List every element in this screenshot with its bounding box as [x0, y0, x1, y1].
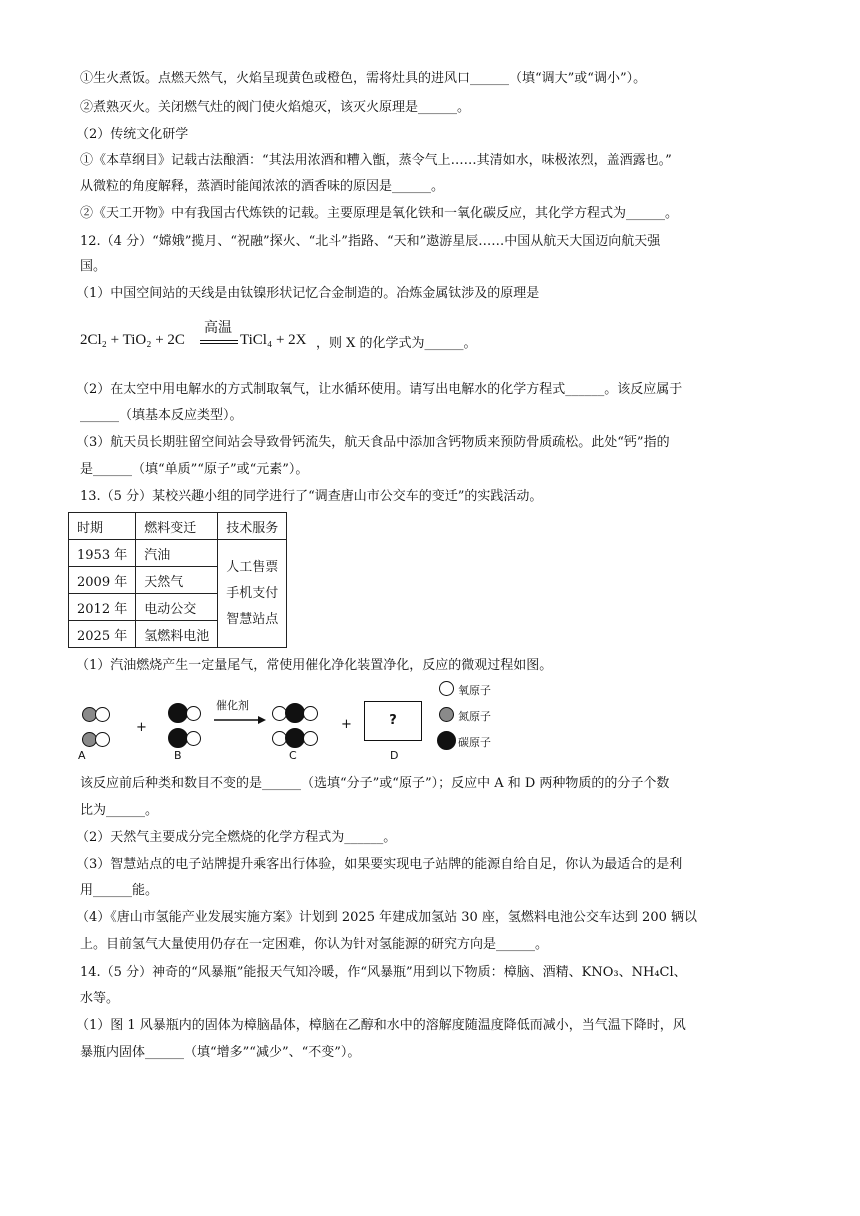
- table-cell-fuel: 汽油: [136, 540, 218, 567]
- question-14-stem: 水等。: [80, 991, 120, 1006]
- question-text: （3）智慧站点的电子站牌提升乘客出行体验，如果要实现电子站牌的能源自给自足，你认为最适合的是利: [76, 857, 683, 872]
- question-text: （2）在太空中用电解水的方式制取氧气，让水循环使用。请写出电解水的化学方程式______。该反应属于: [76, 382, 683, 397]
- question-11-1-text: ①生火煮饭。点燃天然气，火焰呈现黄色或橙色，需将灶具的进风口______（填“调大”或“调小”）。: [80, 71, 647, 86]
- bus-history-table: [68, 512, 287, 648]
- question-12-stem: 国。: [80, 259, 107, 274]
- question-12-stem: 12.（4 分）“嫦娥”揽月、“祝融”探火、“北斗”指路、“天和”遨游星辰……中国从航天大国迈向航天强: [80, 234, 661, 249]
- equation-rhs: TiCl₄ + 2X: [240, 332, 307, 348]
- question-text: 从微粒的角度解释，蒸酒时能闻浓浓的酒香味的原因是______。: [80, 179, 445, 194]
- table-header: 燃料变迁: [136, 513, 218, 540]
- label-d: D: [390, 749, 399, 762]
- equation-condition: 高温: [204, 321, 232, 336]
- oxygen-legend-icon: [439, 681, 454, 696]
- oxygen-atom: [95, 707, 110, 722]
- label-c: C: [289, 749, 297, 762]
- carbon-atom: [168, 728, 188, 748]
- legend-nitrogen: 氮原子: [458, 710, 491, 723]
- service-item: 手机支付: [226, 585, 279, 601]
- question-text: （4）《唐山市氢能产业发展实施方案》计划到 2025 年建成加氢站 30 座，氢燃料电池公交车达到 200 辆以: [76, 910, 698, 925]
- legend-carbon: 碳原子: [458, 736, 491, 749]
- question-text: （1）图 1 风暴瓶内的固体为樟脑晶体，樟脑在乙醇和水中的溶解度随温度降低而减小，当气温下降时，风: [76, 1018, 686, 1033]
- table-row: [69, 540, 287, 567]
- question-text: 该反应前后种类和数目不变的是______（选填“分子”或“原子”）；反应中 A 和 D 两种物质的的分子个数: [80, 776, 670, 791]
- unknown-product-box: ?: [364, 701, 422, 741]
- table-cell-period: 1953 年: [69, 540, 136, 567]
- question-text: ②《天工开物》中有我国古代炼铁的记载。主要原理是氧化铁和一氧化碳反应，其化学方程式为______。: [80, 206, 679, 221]
- table-header-row: [69, 513, 287, 540]
- equation-tail: ，则 X 的化学式为______。: [316, 336, 477, 351]
- table-header: 技术服务: [218, 513, 287, 540]
- equation-lhs: 2Cl₂ + TiO₂ + 2C: [80, 332, 185, 348]
- question-11-2-text: ②煮熟灭火。关闭燃气灶的阀门使火焰熄灭，该灭火原理是______。: [80, 100, 471, 115]
- service-item: 人工售票: [226, 559, 279, 575]
- table-cell-fuel: 电动公交: [136, 594, 218, 621]
- question-text: 上。目前氢气大量使用仍存在一定困难，你认为针对氢能源的研究方向是______。: [80, 937, 549, 952]
- carbon-legend-icon: [437, 731, 456, 750]
- reaction-arrow-icon: [214, 715, 266, 725]
- question-text: （1）汽油燃烧产生一定量尾气，常使用催化净化装置净化，反应的微观过程如图。: [76, 658, 553, 673]
- oxygen-atom: [186, 706, 201, 721]
- oxygen-atom: [95, 732, 110, 747]
- question-14-stem: 14.（5 分）神奇的“风暴瓶”能报天气知冷暖，作“风暴瓶”用到以下物质：樟脑、酒精、KNO₃、NH₄Cl、: [80, 965, 687, 980]
- service-item: 智慧站点: [226, 611, 279, 627]
- question-text: 是______（填“单质”“原子”或“元素”）。: [80, 462, 309, 477]
- oxygen-atom: [303, 706, 318, 721]
- question-text: （2）天然气主要成分完全燃烧的化学方程式为______。: [76, 830, 397, 845]
- carbon-atom: [168, 703, 188, 723]
- reaction-micro-diagram: [76, 681, 496, 765]
- carbon-atom: [285, 728, 305, 748]
- question-text: ①《本草纲目》记载古法酿酒：“其法用浓酒和糟入甑，蒸令气上……其清如水，味极浓烈，盖酒露也。”: [80, 153, 672, 168]
- question-text: （3）航天员长期驻留空间站会导致骨钙流失，航天食品中添加含钙物质来预防骨质疏松。此处“钙”指的: [76, 435, 670, 450]
- question-text: ______（填基本反应类型）。: [80, 408, 243, 423]
- table-cell-fuel: 天然气: [136, 567, 218, 594]
- table-cell-period: 2009 年: [69, 567, 136, 594]
- nitrogen-legend-icon: [439, 707, 454, 722]
- plus-sign: +: [136, 720, 147, 735]
- table-cell-period: 2012 年: [69, 594, 136, 621]
- table-header: 时期: [69, 513, 136, 540]
- label-a: A: [78, 749, 86, 762]
- catalyst-label: 催化剂: [216, 699, 249, 712]
- table-cell-services: [218, 540, 287, 648]
- question-text: 用______能。: [80, 883, 159, 898]
- oxygen-atom: [186, 731, 201, 746]
- carbon-atom: [285, 703, 305, 723]
- label-b: B: [174, 749, 182, 762]
- question-text: （1）中国空间站的天线是由钛镍形状记忆合金制造的。冶炼金属钛涉及的原理是: [76, 286, 540, 301]
- plus-sign: +: [341, 717, 352, 732]
- oxygen-atom: [303, 731, 318, 746]
- table-cell-period: 2025 年: [69, 621, 136, 648]
- question-13-stem: 13.（5 分）某校兴趣小组的同学进行了“调查唐山市公交车的变迁”的实践活动。: [80, 489, 543, 504]
- table-cell-fuel: 氢燃料电池: [136, 621, 218, 648]
- question-text: 比为______。: [80, 803, 159, 818]
- section-heading: （2）传统文化研学: [76, 127, 189, 142]
- legend-oxygen: 氧原子: [458, 684, 491, 697]
- question-text: 暴瓶内固体______（填“增多”“减少”、“不变”）。: [80, 1045, 361, 1060]
